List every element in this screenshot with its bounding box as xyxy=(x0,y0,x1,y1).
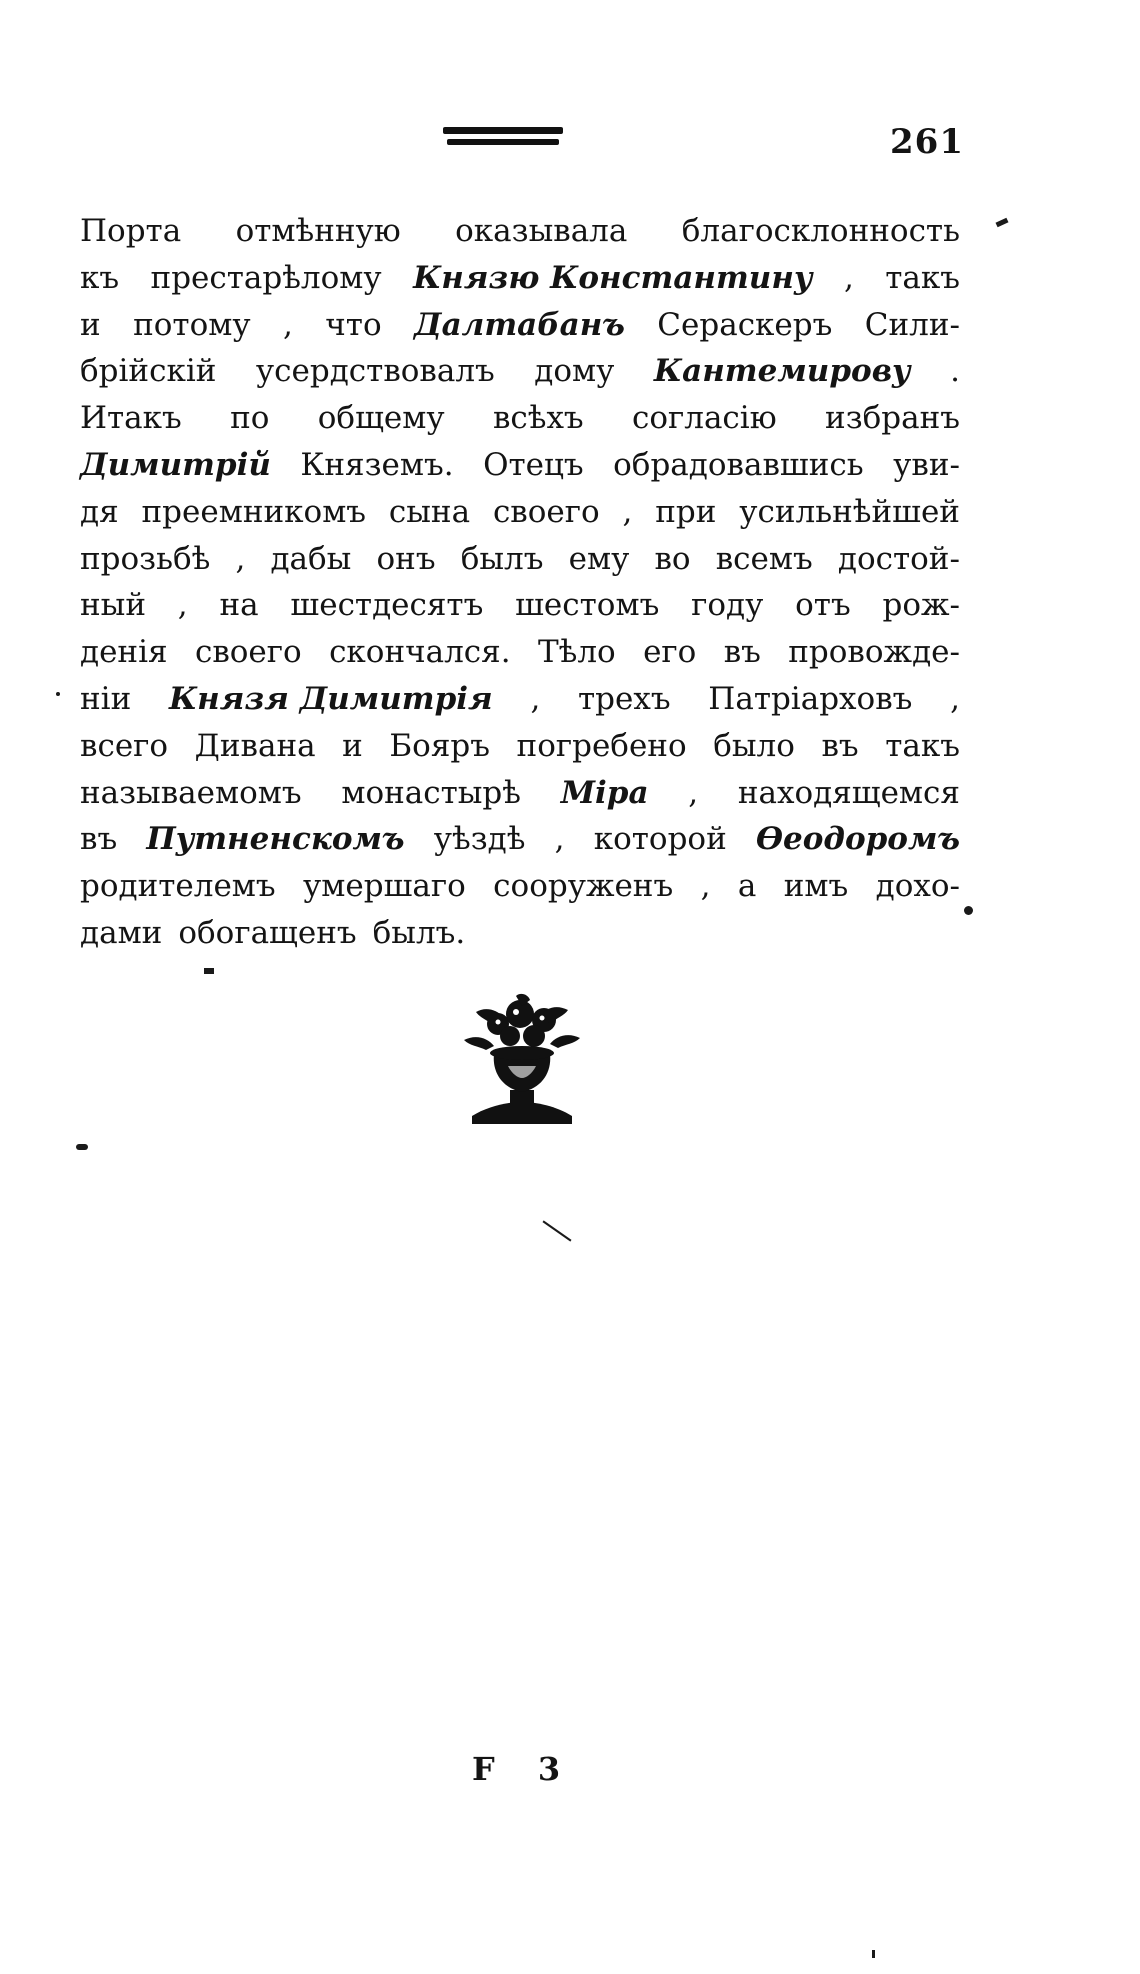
word: брійскій xyxy=(80,353,217,390)
italic-name: Князя Димитрія xyxy=(168,680,493,717)
word: , xyxy=(843,259,854,296)
scan-speck xyxy=(76,1144,88,1150)
word: рож- xyxy=(882,587,960,624)
italic-name: Князю Константину xyxy=(413,259,813,296)
word: прозьбѣ xyxy=(80,540,211,577)
word: сооруженъ xyxy=(493,868,674,905)
word: , xyxy=(688,774,699,811)
header-rule-line xyxy=(443,127,563,134)
word: Итакъ xyxy=(80,400,182,437)
word: трехъ xyxy=(578,680,671,717)
italic-name: Далтабанъ xyxy=(414,306,625,343)
word: дохо- xyxy=(875,868,960,905)
signature-mark: F 3 xyxy=(472,1750,577,1788)
word: погребено xyxy=(516,727,687,764)
italic-name: Міра xyxy=(560,774,649,811)
word: согласію xyxy=(631,400,777,437)
word: шестдесятъ xyxy=(290,587,484,624)
text-line xyxy=(80,536,960,583)
word: Тѣло xyxy=(537,634,616,671)
word: отмѣнную xyxy=(235,213,401,249)
italic-name: Ѳеодоромъ xyxy=(755,821,960,858)
header-rule-line xyxy=(447,139,559,145)
word: дабы xyxy=(270,540,352,577)
word: Сили- xyxy=(864,306,960,343)
word: усильнѣйшей xyxy=(739,493,960,530)
word: престарѣлому xyxy=(150,259,382,296)
text-line xyxy=(80,489,960,536)
word: былъ. xyxy=(372,914,466,951)
word: общему xyxy=(317,400,445,437)
flower-vase-vignette-icon xyxy=(458,990,586,1126)
word: въ xyxy=(821,727,859,764)
word: , xyxy=(177,587,188,624)
word: . xyxy=(950,353,960,390)
word: его xyxy=(643,634,697,671)
word: имъ xyxy=(783,868,849,905)
word: обогащенъ xyxy=(178,914,357,951)
text-line xyxy=(80,395,960,442)
word: провожде- xyxy=(788,634,960,671)
word: достой- xyxy=(837,540,960,577)
word: , xyxy=(700,868,711,905)
word: своего xyxy=(492,493,600,530)
word: ніи xyxy=(80,680,132,717)
word: онъ xyxy=(376,540,436,577)
text-line xyxy=(80,348,960,395)
word: въ xyxy=(723,634,761,671)
text-line xyxy=(80,770,960,817)
word: сына xyxy=(388,493,471,530)
text-line xyxy=(80,582,960,629)
word: всѣхъ xyxy=(492,400,584,437)
word: , xyxy=(622,493,633,530)
word: уви- xyxy=(893,446,960,483)
word: шестомъ xyxy=(515,587,660,624)
word: а xyxy=(737,868,757,905)
word: потому xyxy=(133,306,251,343)
word: , xyxy=(554,821,565,858)
word: году xyxy=(691,587,764,624)
italic-name: Кантемирову xyxy=(653,353,911,390)
word: Дивана xyxy=(194,727,316,764)
scan-speck xyxy=(543,1220,572,1241)
word: было xyxy=(713,727,795,764)
text-line xyxy=(80,816,960,863)
italic-name: Путненскомъ xyxy=(146,821,405,858)
word: такъ xyxy=(885,727,960,764)
word: избранъ xyxy=(825,400,960,437)
word: Патріарховъ xyxy=(708,680,913,717)
word: уѣздѣ xyxy=(433,821,526,858)
word: обрадовавшись xyxy=(613,446,864,483)
word: оказывала xyxy=(455,213,628,249)
word: такъ xyxy=(885,259,960,296)
word: ему xyxy=(568,540,630,577)
word: дому xyxy=(534,353,615,390)
body-paragraph xyxy=(80,208,960,957)
text-line xyxy=(80,723,960,770)
word: , xyxy=(283,306,293,343)
word: что xyxy=(325,306,382,343)
scan-speck xyxy=(964,906,973,915)
page-number: 261 xyxy=(890,122,964,162)
word: Порта xyxy=(80,213,182,249)
word: и xyxy=(80,306,101,343)
word: преемникомъ xyxy=(141,493,367,530)
word: усердствовалъ xyxy=(255,353,495,390)
text-line xyxy=(80,629,960,676)
header-rule xyxy=(443,127,563,145)
word: своего xyxy=(194,634,302,671)
word: Княземъ. xyxy=(300,446,454,483)
word: монастырѣ xyxy=(341,774,521,811)
word: всего xyxy=(80,727,169,764)
text-line xyxy=(80,676,960,723)
word: ный xyxy=(80,587,146,624)
word: и xyxy=(342,727,363,764)
italic-name: Димитрій xyxy=(80,446,271,483)
text-line xyxy=(80,863,960,910)
text-line xyxy=(80,910,960,957)
word: денія xyxy=(80,634,168,671)
word: скончался. xyxy=(329,634,511,671)
scan-speck xyxy=(872,1950,875,1958)
word: Сераскеръ xyxy=(657,306,833,343)
text-line xyxy=(80,442,960,489)
word: родителемъ xyxy=(80,868,276,905)
word: , xyxy=(950,680,960,717)
word: при xyxy=(655,493,717,530)
word: , xyxy=(530,680,541,717)
scan-speck xyxy=(996,218,1009,228)
text-line xyxy=(80,255,960,302)
word: въ xyxy=(80,821,118,858)
scan-speck xyxy=(56,692,60,696)
word: называемомъ xyxy=(80,774,302,811)
word: дя xyxy=(80,493,119,530)
word: Бояръ xyxy=(389,727,490,764)
word: былъ xyxy=(460,540,544,577)
word: Отецъ xyxy=(483,446,584,483)
word: умершаго xyxy=(303,868,466,905)
word: всемъ xyxy=(715,540,813,577)
word: отъ xyxy=(795,587,851,624)
word: къ xyxy=(80,259,120,296)
word: которой xyxy=(593,821,727,858)
word: во xyxy=(654,540,691,577)
text-line xyxy=(80,208,960,255)
word: дами xyxy=(80,914,163,951)
word: по xyxy=(230,400,270,437)
word: находящемся xyxy=(737,774,960,811)
word: , xyxy=(235,540,246,577)
text-line xyxy=(80,302,960,349)
word: благосклонность xyxy=(681,213,960,249)
word: на xyxy=(219,587,259,624)
scan-speck xyxy=(204,968,214,974)
